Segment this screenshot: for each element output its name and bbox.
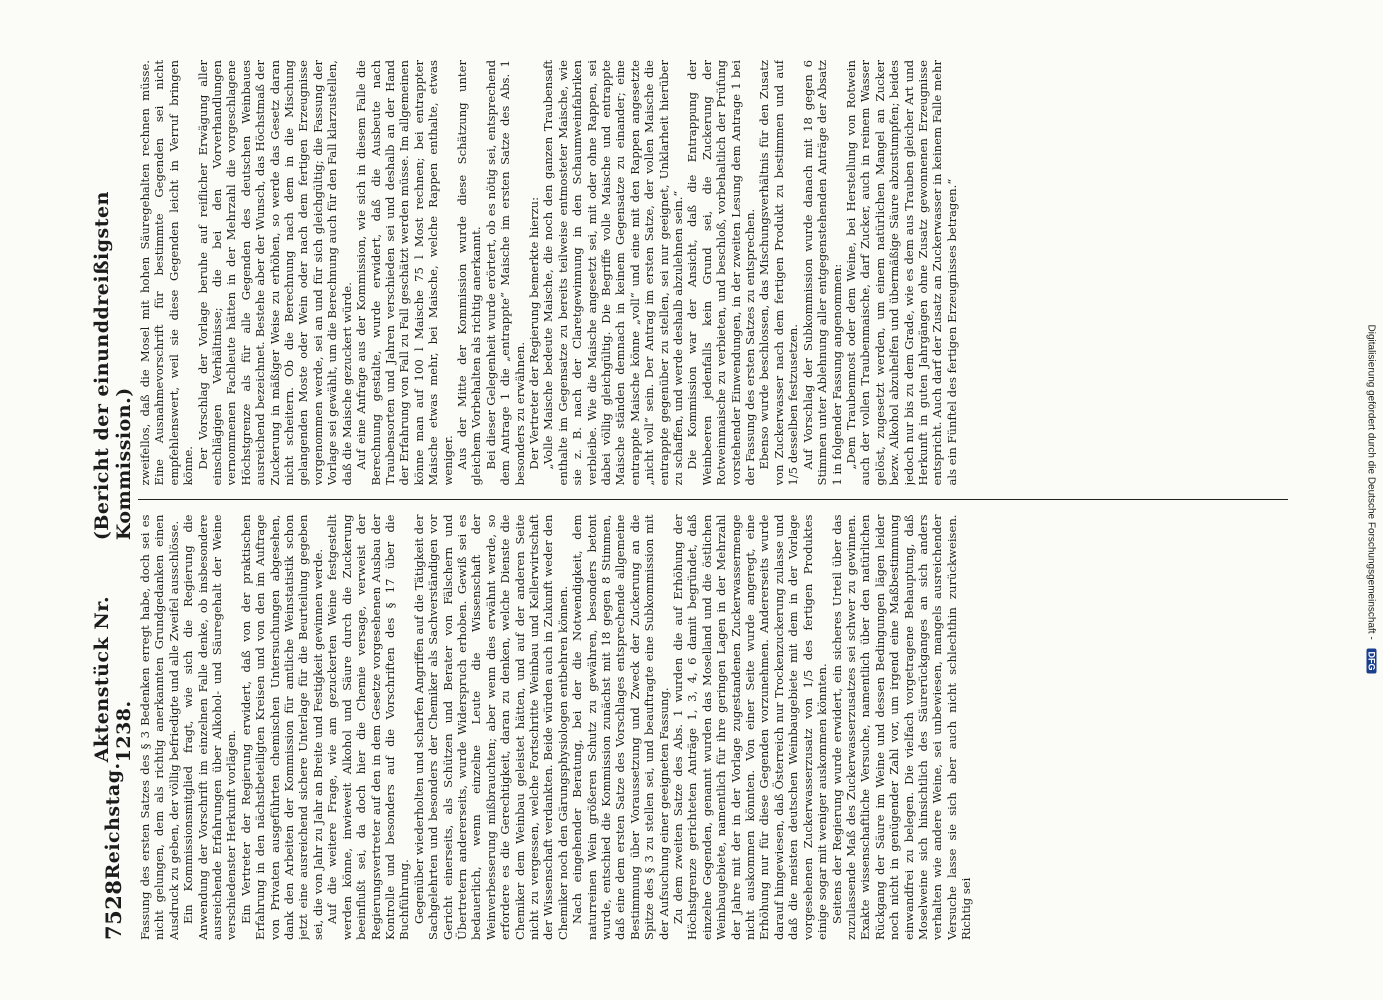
paragraph: Der Vorschlag der Vorlage beruhe auf reiflicher Erwägung aller einschlägigen Verhältnisse; die bei den Vorverhandlungen vernommenen Fachleute hätten in der Mehrzahl die vorgeschlagene Höchstgrenze als für alle Gegenden des deutschen Weinbaues ausreichend bezeichnet. Bestehe aber der Wunsch, das Höchstmaß der Zuckerung in mäßiger Weise zu erhöhen, so werde das Gesetz daran nicht scheitern. Ob die Berechnung nach dem in die Mischung gelangenden Moste oder Wein oder nach dem fertigen Erzeugnisse vorgenommen werde, sei an und für sich gleichgültig; die Fassung der Vorlage sei gewählt, um die Berechnung auch für den Fall klarzustellen, daß die Maische gezuckert würde. [195,60,354,486]
paragraph: Zu dem zweiten Satze des Abs. 1 wurden die auf Erhöhung der Höchstgrenze gerichteten Anträge 1, 3, 4, 6 damit begründet, daß einzelne Gegenden, genannt wurden das Moselland und die östlichen Weinbaugebiete, namentlich für ihre geringen Lagen in der Mehrzahl der Jahre mit der in der Vorlage zugestandenen Zuckerwassermenge nicht auskommen könnten. Von einer Seite wurde angeregt, eine Erhöhung nur für diese Gegenden vorzunehmen. Andererseits wurde darauf hingewiesen, daß Österreich nur Trockenzuckerung zulasse und daß die meisten deutschen Weinbaugebiete mit dem in der Vorlage vorgesehenen Zuckerwasserzusatz von 1/5 des fertigen Produktes einige sogar mit weniger auskommen könnten. [671,514,830,940]
paragraph: Ein Vertreter der Regierung erwidert, daß von der praktischen Erfahrung in den nächstbeteiligten Kreisen und von den im Auftrage von Privaten ausgeführten chemischen Untersuchungen abgesehen, dank den Arbeiten der Kommission für amtliche Weinstatistik schon jetzt eine ausreichend sichere Unterlage für die Beurteilung gegeben sei, die von Jahr zu Jahr an Breite und Festigkeit gewinnen werde. [238,514,325,940]
rotated-page [86,60,1296,940]
right-column [138,60,1288,486]
page-header [91,60,135,940]
page-number: 7528 [100,879,126,940]
paragraph: Auf eine Anfrage aus der Kommission, wie sich in diesem Falle die Berechnung gestalte, wurde erwidert, daß die Ausbeute nach Traubensorten und Jahren verschieden sei und deshalb an der Hand der Erfahrung von Fall zu Fall geschätzt werden müsse. Im allgemeinen könne man auf 100 l Maische 75 l Most rechnen; bei entrappter Maische etwas mehr, bei Maische, welche Rappen enthalte, etwas weniger. [354,60,455,486]
digitization-text: Digitalisierung gefördert durch die Deutsche Forschungsgemeinschaft - [1365,324,1377,640]
chamber-label: Reichstag. [102,762,124,880]
report-title: (Bericht der einunddreißigsten Kommission.) [91,191,135,541]
paragraph: „Dem Traubenmost oder dem Weine, bei Herstellung von Rotwein auch der vollen Traubenmaische, darf Zucker, auch in reinem Wasser gelöst, zugesetzt werden, um einem natürlichen Mangel an Zucker bezw. Alkohol abzuhelfen und übermäßige Säure abzustumpfen; beides jedoch nur bis zu dem Grade, wie es dem aus Trauben gleicher Art und Herkunft in guten Jahrgängen ohne Zusatz gewonnenen Erzeugnisse entspricht. Auch darf der Zusatz an Zuckerwasser in keinem Falle mehr als ein Fünftel des fertigen Erzeugnisses betragen.“ [843,60,959,486]
dfg-logo: DFG [1367,648,1377,673]
paragraph: Aus der Mitte der Kommission wurde diese Schätzung unter gleichem Vorbehalten als richtig anerkannt. [454,60,484,486]
digitization-note [1363,14,1379,984]
paragraph: Auf Vorschlag der Subkommission wurde danach mit 18 gegen 6 Stimmen unter Ablehnung aller entgegenstehenden Anträge der Absatz 1 in folgender Fassung angenommen: [800,60,844,486]
text-columns [138,60,1288,940]
paragraph: Auf die weitere Frage, wie am gezuckerten Weine festgestellt werden könne, inwieweit Alkohol und Säure durch die Zuckerung beeinflußt sei, da doch hier die Chemie versage, verweist der Regierungsvertreter auf den in dem Gesetze vorgesehenen Ausbau der Kontrolle und besonders auf die Vorschriften des § 17 über die Buchführung. [325,514,412,940]
document-number: Aktenstück Nr. 1238. [91,595,135,763]
paragraph: Ein Kommissionsmitglied fragt, wie sich die Regierung die Anwendung der Vorschrift im einzelnen Falle denke, ob insbesondere ausreichende Erfahrungen über Alkohol- und Säuregehalt der Weine verschiedenster Herkunft vorlägen. [181,514,239,940]
left-column [138,515,1288,941]
paragraph: Die Kommission war der Ansicht, daß die Entrappung der Weinbeeren jedenfalls kein Grund sei, die Zuckerung der Rotweinmaische zu verbieten, und beschloß, vorbehaltlich der Prüfung vorstehender Einwendungen, in der zweiten Lesung dem Antrage 1 bei der Fassung des ersten Satzes zu entsprechen. [685,60,758,486]
paragraph: zweifellos, daß die Mosel mit hohen Säuregehalten rechnen müsse. Eine Ausnahmevorschrift für bestimmte Gegenden sei nicht empfehlenswert, weil sie diese Gegenden leicht in Verruf bringen könne. [138,60,196,486]
paragraph: Der Vertreter der Regierung bemerkte hierzu: [526,196,541,470]
paragraph: Seitens der Regierung wurde erwidert, ein sicheres Urteil über das zuzulassende Maß des Zuckerwasserzusatzes sei schwer zu gewinnen. Exakte wissenschaftliche Versuche, namentlich über den natürlichen Rückgang der Säure im Weine und dessen Bedingungen lägen leider noch nicht in genügender Zahl vor, um irgend eine Maßbestimmung einwandfrei zu belegen. Die vielfach vorgetragene Behauptung, daß Moselweine sich hinsichtlich des Säurerückganges an sich anders verhalten wie andere Weine, sei unbewiesen, mangels ausreichender Versuche lasse sie sich aber auch nicht schlechthin zurückweisen. Richtig sei [829,514,974,940]
paragraph: Gegenüber wiederholten und scharfen Angriffen auf die Tätigkeit der Sachgelehrten und besonders der Chemiker als Sachverständigen vor Gericht einerseits, als Schützen und Berater von Fälschern und Übertretern andererseits, wurde Widerspruch erhoben. Gewiß sei es bedauerlich, wenn einzelne Leute die Wissenschaft der Weinverbesserung mißbrauchten; aber wenn dies erwähnt werde, so erfordere es die Gerechtigkeit, daran zu denken, welche Dienste die Chemiker dem Weinbau geleistet hätten, und auf der anderen Seite nicht zu vergessen, welche Fortschritte Weinbau und Kellerwirtschaft der Wissenschaft verdankten. Beide würden auch in Zukunft weder den Chemiker noch den Gärungsphysiologen entbehren können. [411,514,570,940]
paragraph: Nach eingehender Beratung, bei der die Notwendigkeit, dem naturreinen Wein größeren Schutz zu gewähren, besonders betont wurde, entschied die Kommission zunächst mit 18 gegen 8 Stimmen, daß eine dem ersten Satze des Vorschlages entsprechende allgemeine Bestimmung über Voraussetzung und Zweck der Zuckerung an die Spitze des § 3 zu stellen sei, und beauftragte eine Subkommission mit der Aufsuchung einer geeigneten Fassung. [570,514,671,940]
paragraph: Fassung des ersten Satzes des § 3 Bedenken erregt habe, doch sei es nicht gelungen, dem als richtig anerkannten Grundgedanken einen Ausdruck zu geben, der völlig befriedigte und alle Zweifel ausschlösse. [138,514,181,940]
paragraph: „Volle Maische bedeute Maische, die noch den ganzen Traubensaft enthalte im Gegensatze zu bereits teilweise entmosteter Maische, wie sie z. B. nach der Claretgewinnung in den Schaumweinfabriken verbleibe. Wie die Maische angesetzt sei, mit oder ohne Rappen, sei dabei völlig gleichgültig. Die Begriffe volle Maische und entrappte Maische ständen demnach in keinem Gegensatze zu einander; eine entrappte Maische könne „voll“ und eine mit den Rappen angesetzte „nicht voll“ sein. Der Antrag im ersten Satze, der vollen Maische die entrappte gegenüber zu stellen, sei nur geeignet, Unklarheit hierüber zu schaffen, und werde deshalb abzulehnen sein.“ [541,60,686,486]
paragraph: Ebenso wurde beschlossen, das Mischungsverhältnis für den Zusatz von Zuckerwasser nach dem fertigen Produkt zu bestimmen und auf 1/5 desselben festzusetzen. [757,60,801,486]
paragraph: Bei dieser Gelegenheit wurde erörtert, ob es nötig sei, entsprechend dem Antrage 1 die „entrappte“ Maische im ersten Satze des Abs. 1 besonders zu erwähnen. [483,60,527,486]
column-divider [138,500,1288,501]
